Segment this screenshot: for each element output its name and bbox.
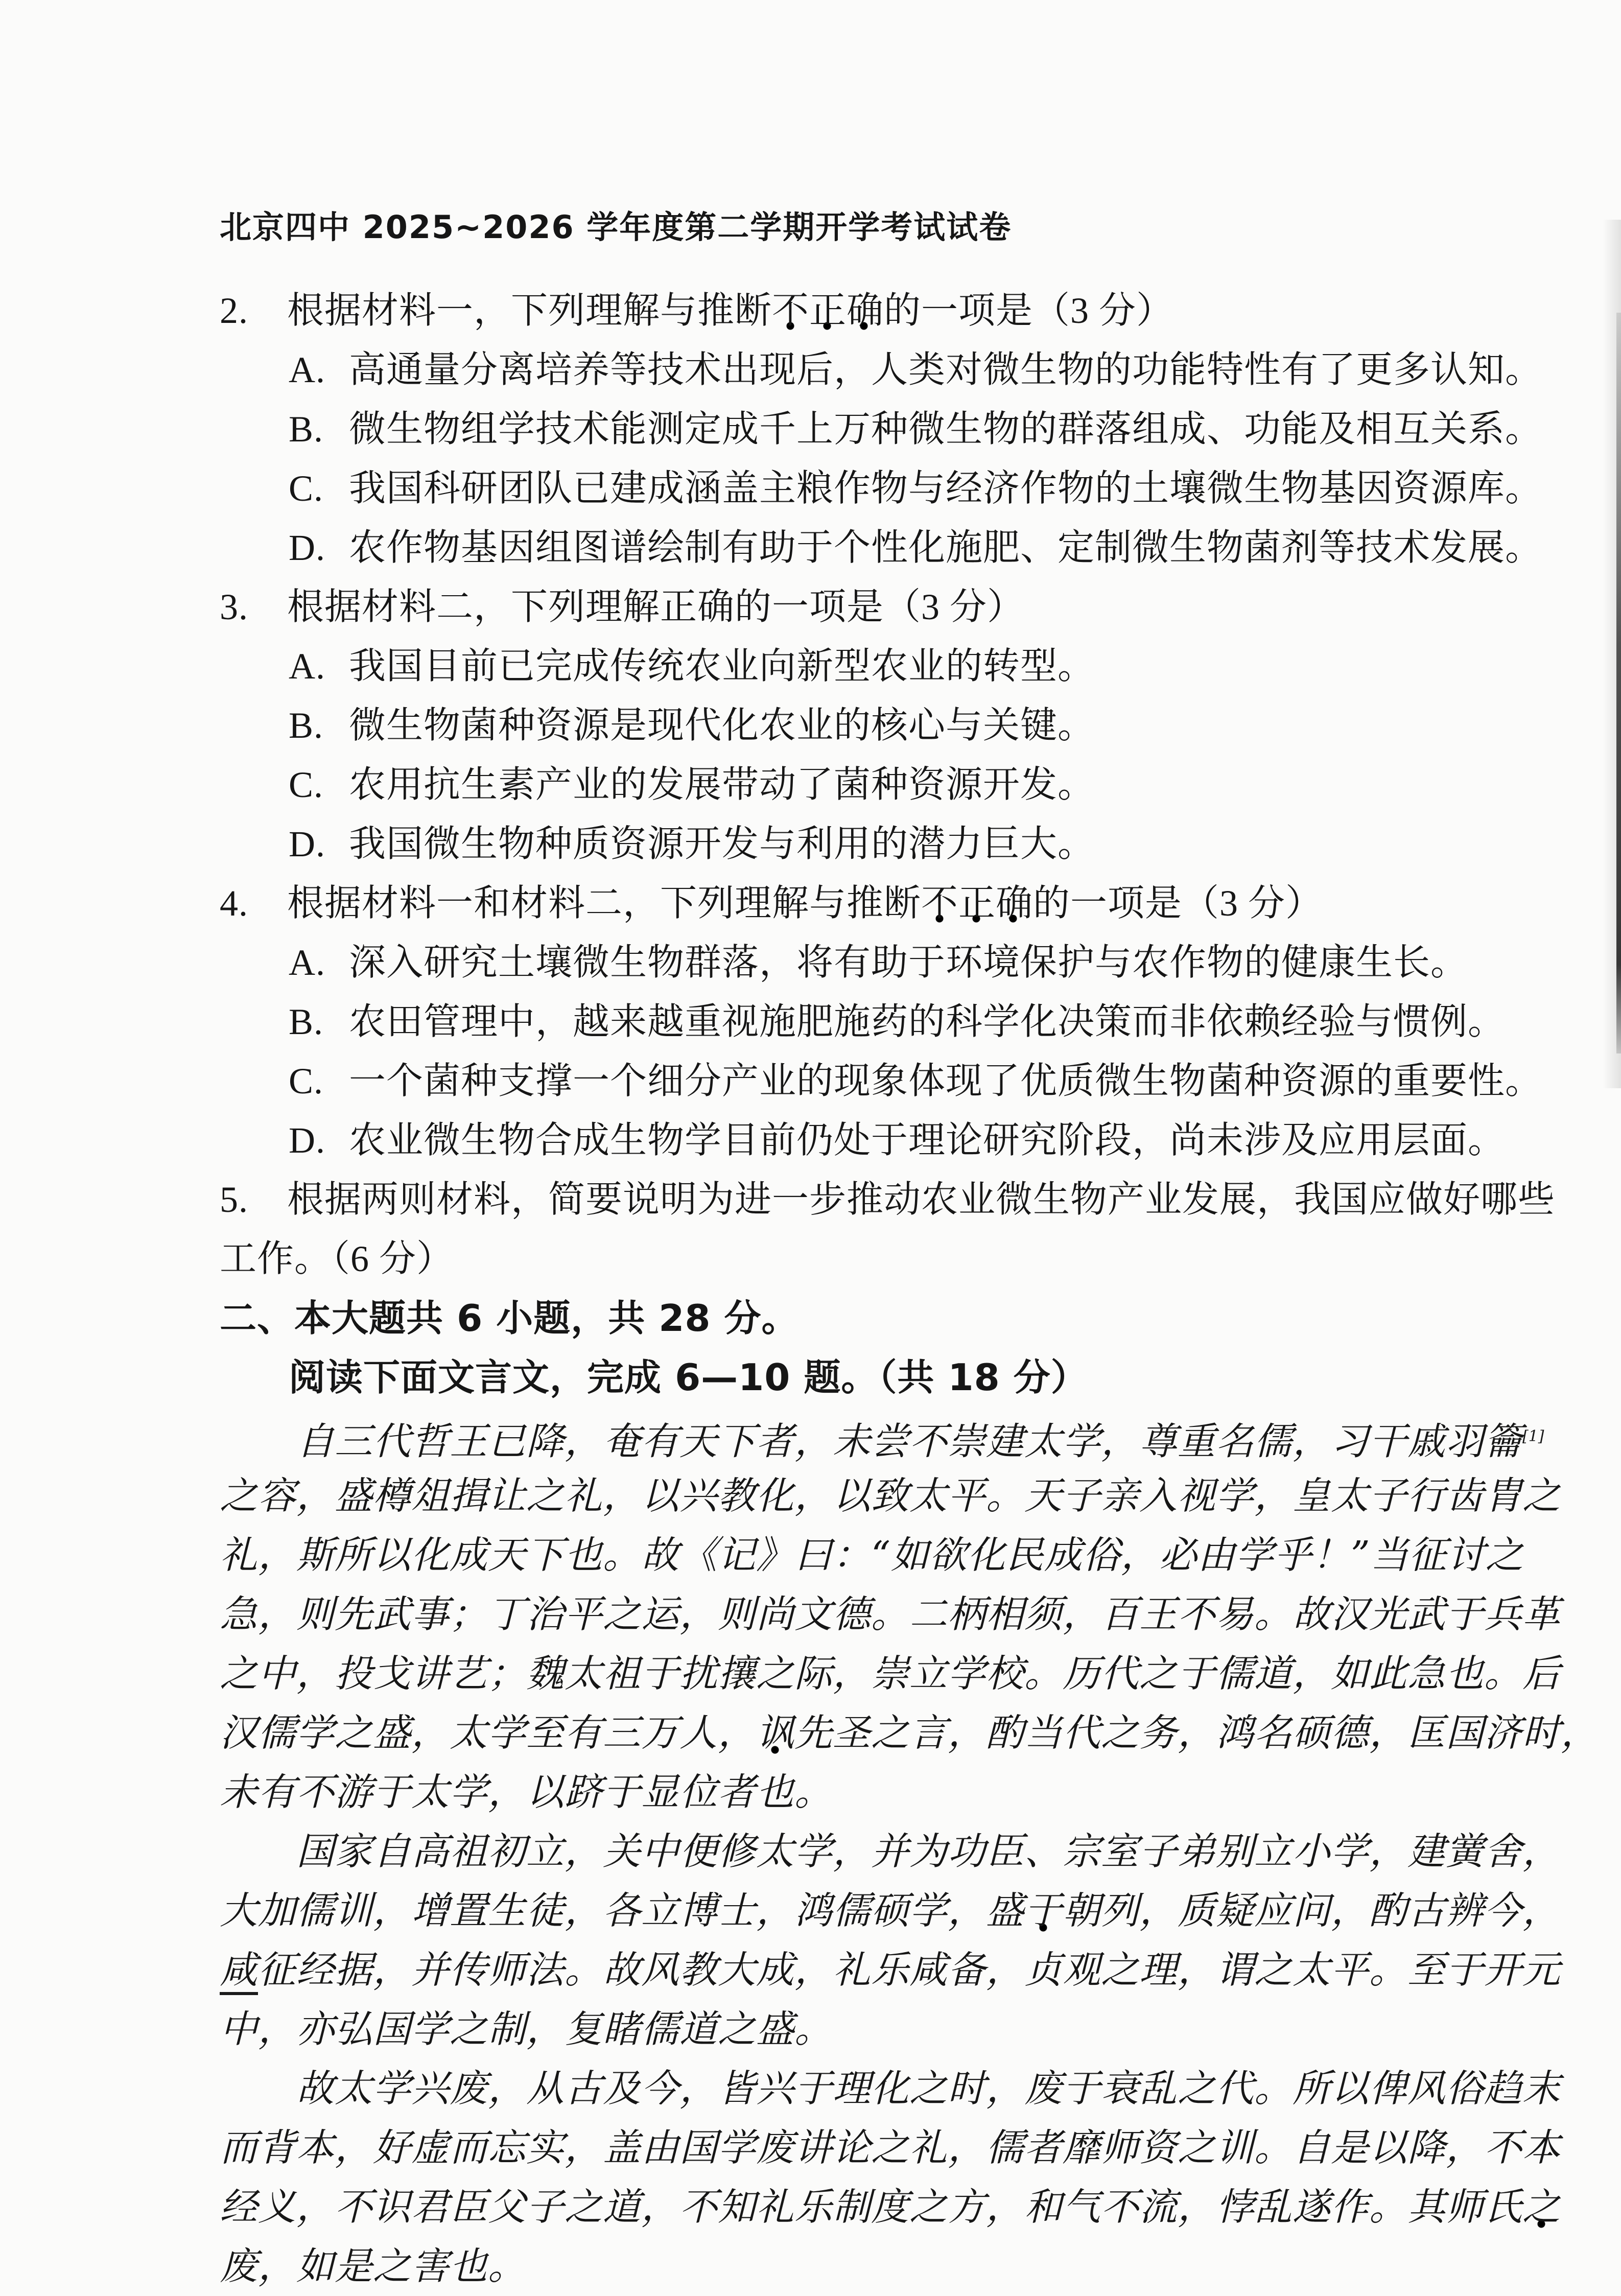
passage-text: 故太学兴废，从古及今，皆兴于理化之时，废于衰乱之代。所以俾风俗趋末 (296, 2067, 1561, 2111)
option-label: C. (289, 764, 324, 805)
passage-text: 之容，盛樽俎揖让之礼，以兴教化，以致太平。天子亲入视学，皇太子行齿胄之 (220, 1474, 1561, 1518)
passage-emphasis-char: 之 (1522, 2185, 1561, 2229)
question-2-stem-pre: 根据材料一，下列理解与推断 (287, 290, 772, 331)
option-label: C. (289, 1061, 324, 1102)
question-4-option-d (220, 1111, 1539, 1170)
question-2-option-c (220, 459, 1543, 518)
passage-text: 国家自高祖初立，关中便修太学，并为功臣、宗室子弟别立小学，建黉舍， (296, 1830, 1561, 1873)
passage-p1-line-3 (220, 1526, 1539, 1585)
question-4-number: 4. (220, 883, 248, 924)
question-5-stem-line-2 (220, 1229, 1539, 1288)
option-text: 一个菌种支撑一个细分产业的现象体现了优质微生物菌种资源的重要性。 (349, 1061, 1543, 1102)
question-5-text-line-2: 工作。（6 分） (220, 1238, 454, 1279)
passage-text: 礼，斯所以化成天下也。故《记》曰：“如欲化民成俗，必由学乎！”当征讨之 (220, 1533, 1524, 1577)
passage-text: 自三代哲王已降，奄有天下者，未尝不崇建太学，尊重名儒，习干戚羽籥 (296, 1419, 1522, 1464)
option-text: 农作物基因组图谱绘制有助于个性化施肥、定制微生物菌剂等技术发展。 (349, 527, 1543, 568)
option-label: C. (289, 468, 324, 509)
passage-text: 朝列，质疑应问，酌古辨今， (1063, 1889, 1561, 1933)
question-3-number: 3. (220, 587, 248, 627)
passage-text: 未有不游于太学，以跻于显位者也。 (220, 1770, 833, 1814)
passage-text: 废，如是之害也。 (220, 2244, 526, 2288)
passage-p1-line-2 (220, 1466, 1561, 1526)
option-text: 微生物菌种资源是现代化农业的核心与关键。 (349, 705, 1095, 746)
option-label: B. (289, 1001, 324, 1042)
passage-p2-line-1 (220, 1822, 1561, 1881)
option-label: B. (289, 409, 324, 450)
option-label: D. (289, 824, 325, 864)
option-label: A. (289, 349, 325, 390)
question-3-option-b (220, 696, 1539, 755)
question-2-stem-emphasis: 不正确 (772, 290, 884, 331)
passage-text: 而背本，好虚而忘实，盖由国学废讲论之礼，儒者靡师资之训。自是以降，不本 (220, 2126, 1561, 2170)
question-4-option-c (220, 1051, 1543, 1111)
option-text: 我国微生物种质资源开发与利用的潜力巨大。 (349, 824, 1095, 864)
passage-p2-line-4 (220, 2000, 1539, 2059)
passage-p2-line-2 (220, 1881, 1561, 1940)
passage-text: 先圣之言，酌当代之务，鸿名硕德，匡国济时， (794, 1711, 1599, 1755)
question-5-text-line-1: 根据两则材料，简要说明为进一步推动农业微生物产业发展，我国应做好哪些 (287, 1179, 1556, 1220)
question-2-number: 2. (220, 290, 248, 331)
option-text: 微生物组学技术能测定成千上万种微生物的群落组成、功能及相互关系。 (349, 409, 1543, 450)
question-3-stem (220, 577, 1539, 637)
scan-edge-artifact (1616, 313, 1621, 1053)
passage-emphasis-char: 讽 (756, 1711, 794, 1755)
option-text: 农田管理中，越来越重视施肥施药的科学化决策而非依赖经验与惯例。 (349, 1001, 1506, 1042)
question-3-option-d (220, 814, 1539, 874)
passage-underlined-char: 咸 (220, 1948, 258, 1995)
question-3-option-a (220, 637, 1539, 696)
option-text: 农用抗生素产业的发展带动了菌种资源开发。 (349, 764, 1095, 805)
passage-p3-line-4 (220, 2237, 1539, 2296)
option-label: A. (289, 646, 325, 687)
passage-p3-line-2 (220, 2118, 1561, 2177)
passage-text: 大加儒训，增置生徒，各立博士，鸿儒硕学，盛 (220, 1889, 1024, 1933)
option-label: B. (289, 705, 324, 746)
question-3-option-c (220, 755, 1539, 814)
question-4-option-b (220, 992, 1539, 1051)
question-2-stem-post: 的一项是（3 分） (884, 290, 1174, 331)
passage-text: 经义，不识君臣父子之道，不知礼乐制度之方，和气不流，悖乱遂作。其师氏 (220, 2185, 1522, 2229)
question-2-stem (220, 281, 1539, 340)
footnote-marker: [1] (1522, 1427, 1544, 1445)
section-2-heading-text: 二、本大题共 6 小题，共 28 分。 (220, 1297, 799, 1340)
option-text: 我国科研团队已建成涵盖主粮作物与经济作物的土壤微生物基因资源库。 (349, 468, 1543, 509)
option-label: A. (289, 942, 325, 983)
passage-instruction-text: 阅读下面文言文，完成 6—10 题。（共 18 分） (289, 1356, 1088, 1399)
option-text: 高通量分离培养等技术出现后，人类对微生物的功能特性有了更多认知。 (349, 349, 1543, 390)
passage-text: 之中，投戈讲艺；魏太祖于扰攘之际，崇立学校。历代之于儒道，如此急也。后 (220, 1652, 1561, 1696)
question-4-option-a (220, 933, 1539, 992)
question-4-stem-pre: 根据材料一和材料二，下列理解与推断 (287, 883, 922, 924)
question-4-stem-post: 的一项是（3 分） (1033, 883, 1323, 924)
passage-p3-line-1 (220, 2059, 1561, 2118)
question-3-stem-pre: 根据材料二，下列理解正确的一项是（3 分） (287, 587, 1025, 627)
question-5-stem-line-1 (220, 1170, 1556, 1229)
section-2-heading (220, 1288, 1539, 1348)
option-text: 深入研究土壤微生物群落，将有助于环境保护与农作物的健康生长。 (349, 942, 1468, 983)
passage-text: 急，则先武事；丁治平之运，则尚文德。二柄相须，百王不易。故汉光武于兵革 (220, 1592, 1561, 1636)
option-label: D. (289, 1120, 325, 1161)
passage-p1-line-5 (220, 1644, 1561, 1703)
question-2-option-a (220, 340, 1543, 400)
question-5-number: 5. (220, 1179, 248, 1220)
question-4-stem-emphasis: 不正确 (921, 883, 1033, 924)
question-4-stem (220, 874, 1539, 933)
option-label: D. (289, 527, 325, 568)
spacer (220, 266, 1539, 281)
option-text: 农业微生物合成生物学目前仍处于理论研究阶段，尚未涉及应用层面。 (349, 1120, 1506, 1161)
passage-p1-line-7 (220, 1763, 1539, 1822)
option-text: 我国目前已完成传统农业向新型农业的转型。 (349, 646, 1095, 687)
passage-p2-line-3 (220, 1940, 1561, 2000)
passage-text: 汉儒学之盛，太学至有三万人， (220, 1711, 756, 1755)
passage-p1-line-1 (220, 1407, 1544, 1466)
passage-p3-line-3 (220, 2177, 1561, 2237)
passage-p1-line-4 (220, 1585, 1561, 1644)
passage-text: 征经据，并传师法。故风教大成，礼乐咸备，贞观之理，谓之太平。至于开元 (258, 1948, 1561, 1992)
question-2-option-d (220, 518, 1543, 577)
passage-emphasis-char: 于 (1024, 1889, 1063, 1933)
passage-p1-line-6 (220, 1703, 1599, 1763)
question-2-option-b (220, 400, 1543, 459)
passage-text: 中，亦弘国学之制，复睹儒道之盛。 (220, 2007, 833, 2051)
exam-title: 北京四中 2025~2026 学年度第二学期开学考试试卷 (220, 208, 1012, 246)
passage-instruction (220, 1348, 1539, 1407)
